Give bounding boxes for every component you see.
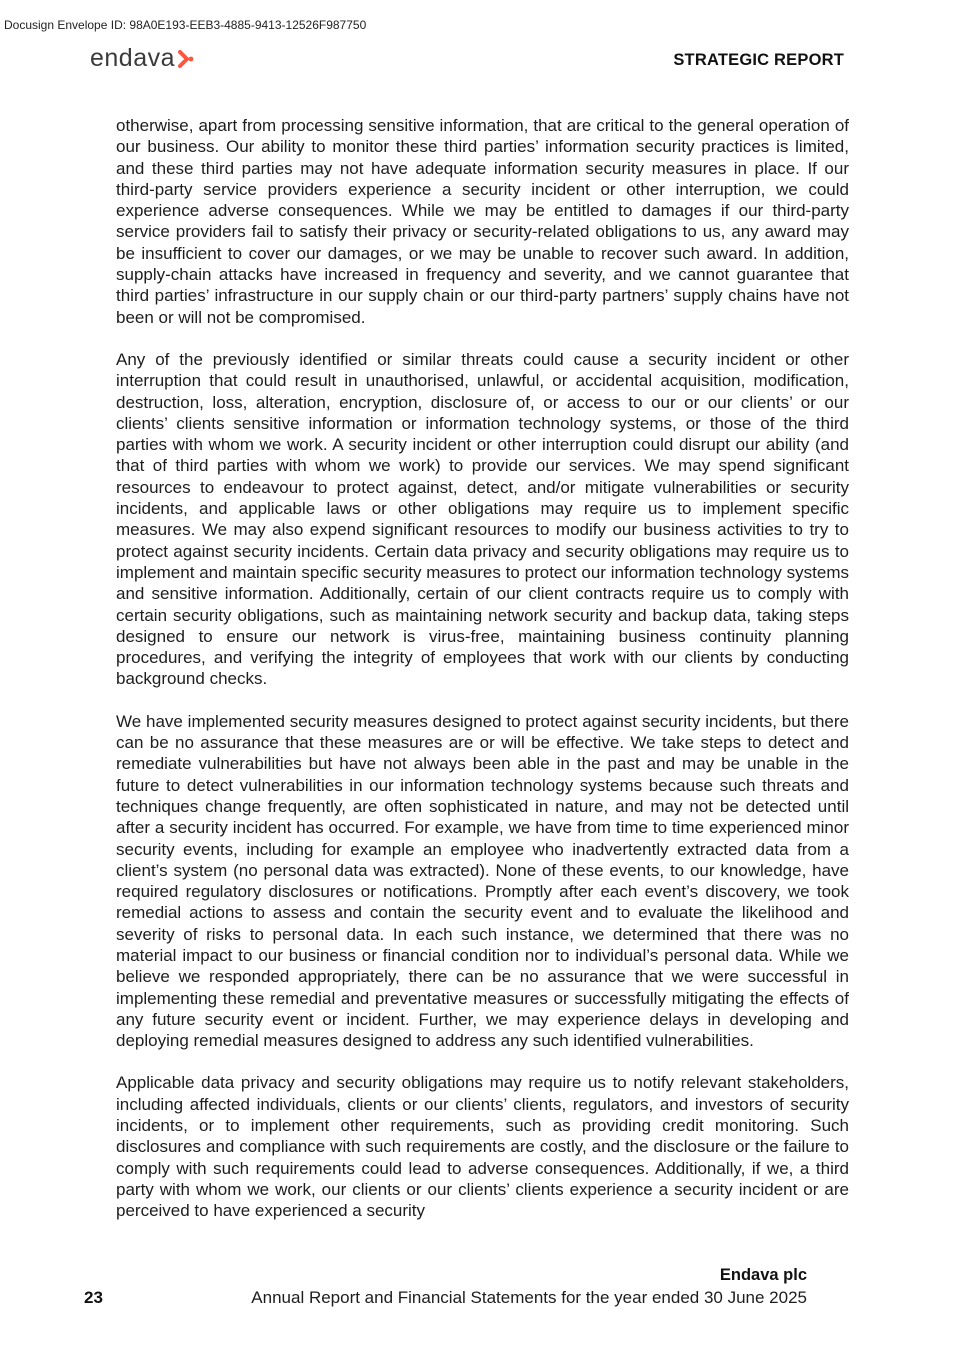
paragraph: otherwise, apart from processing sensitive information, that are critical to the general operation of our business. Our ability to monitor these third parties’ information security practices is limited, and these third parties may not have adequate information security measures in place. If our third-party service providers experience a security incident or other interruption, we could experience adverse consequences. While we may be entitled to damages if our third-party service providers fail to satisfy their privacy or security-related obligations to us, any award may be insufficient to cover our damages, or we may be unable to recover such award. In addition, supply-chain attacks have increased in frequency and severity, and we cannot guarantee that third parties’ infrastructure in our supply chain or our third-party partners’ supply chains have not been or will not be compromised.	[116, 116, 849, 327]
footer-company-name: Endava plc	[719, 1266, 807, 1284]
docusign-envelope-id: Docusign Envelope ID: 98A0E193-EEB3-4885-9413-12526F987750	[4, 18, 367, 32]
paragraph: We have implemented security measures designed to protect against security incidents, but there can be no assurance that these measures are or will be effective. We take steps to detect and remediate vulnerabilities but have not always been able in the past and may be unable in the future to detect vulnerabilities in our information technology systems because such threats and techniques change frequently, are often sophisticated in nature, and may not be detected until after a security incident has occurred. For example, we have from time to time experienced minor security events, including for example an employee who inadvertently extracted data from a client’s system (no personal data was extracted). None of these events, to our knowledge, have required regulatory disclosures or notifications. Promptly after each event’s discovery, we took remedial actions to assess and contain the security event and to evaluate the likelihood and severity of risks to personal data. In each such instance, we determined that there was no material impact to our business or financial condition nor to individual’s personal data. While we believe we responded appropriately, there can be no assurance that we were successful in implementing these remedial and preventative measures or successfully mitigating the effects of any future security event or incident. Further, we may experience delays in developing and deploying remedial measures designed to address any such identified vulnerabilities.	[116, 711, 849, 1051]
page-number: 23	[84, 1288, 103, 1307]
endava-logo	[90, 44, 194, 72]
paragraph: Any of the previously identified or similar threats could cause a security incident or other interruption that could result in unauthorised, unlawful, or accidental acquisition, modification, destruction, loss, alteration, encryption, disclosure of, or access to our or our clients’ or our clients’ clients sensitive information or information technology systems, or those of the third parties with whom we work. A security incident or other interruption could disrupt our ability (and that of third parties with whom we work) to provide our services. We may spend significant resources to endeavour to protect against, detect, and/or mitigate vulnerabilities or security incidents, and applicable laws or other obligations may require us to implement specific measures. We may also expend significant resources to modify our business activities to try to protect against security incidents. Certain data privacy and security obligations may require us to implement and maintain specific security measures to protect our information technology systems and sensitive information. Additionally, certain of our client contracts require us to comply with certain security obligations, such as maintaining network security and backup data, taking steps designed to ensure our network is virus-free, maintaining business continuity planning procedures, and verifying the integrity of employees that work with our clients by conducting background checks.	[116, 349, 849, 689]
logo-text: endava	[90, 44, 176, 72]
report-body	[116, 115, 849, 1243]
endava-chevron-mark-icon	[178, 50, 194, 68]
paragraph: Applicable data privacy and security obligations may require us to notify relevant stakeholders, including affected individuals, clients or our clients’ clients, regulators, and investors of security incidents, or to implement other requirements, such as providing credit monitoring. Such disclosures and compliance with such requirements are costly, and the disclosure or the failure to comply with such requirements could lead to adverse consequences. Additionally, if we, a third party with whom we work, our clients or our clients’ clients experience a security incident or are perceived to have experienced a security	[116, 1073, 849, 1221]
footer-report-title: Annual Report and Financial Statements for the year ended 30 June 2025	[251, 1288, 807, 1307]
section-title: STRATEGIC REPORT	[673, 51, 844, 69]
